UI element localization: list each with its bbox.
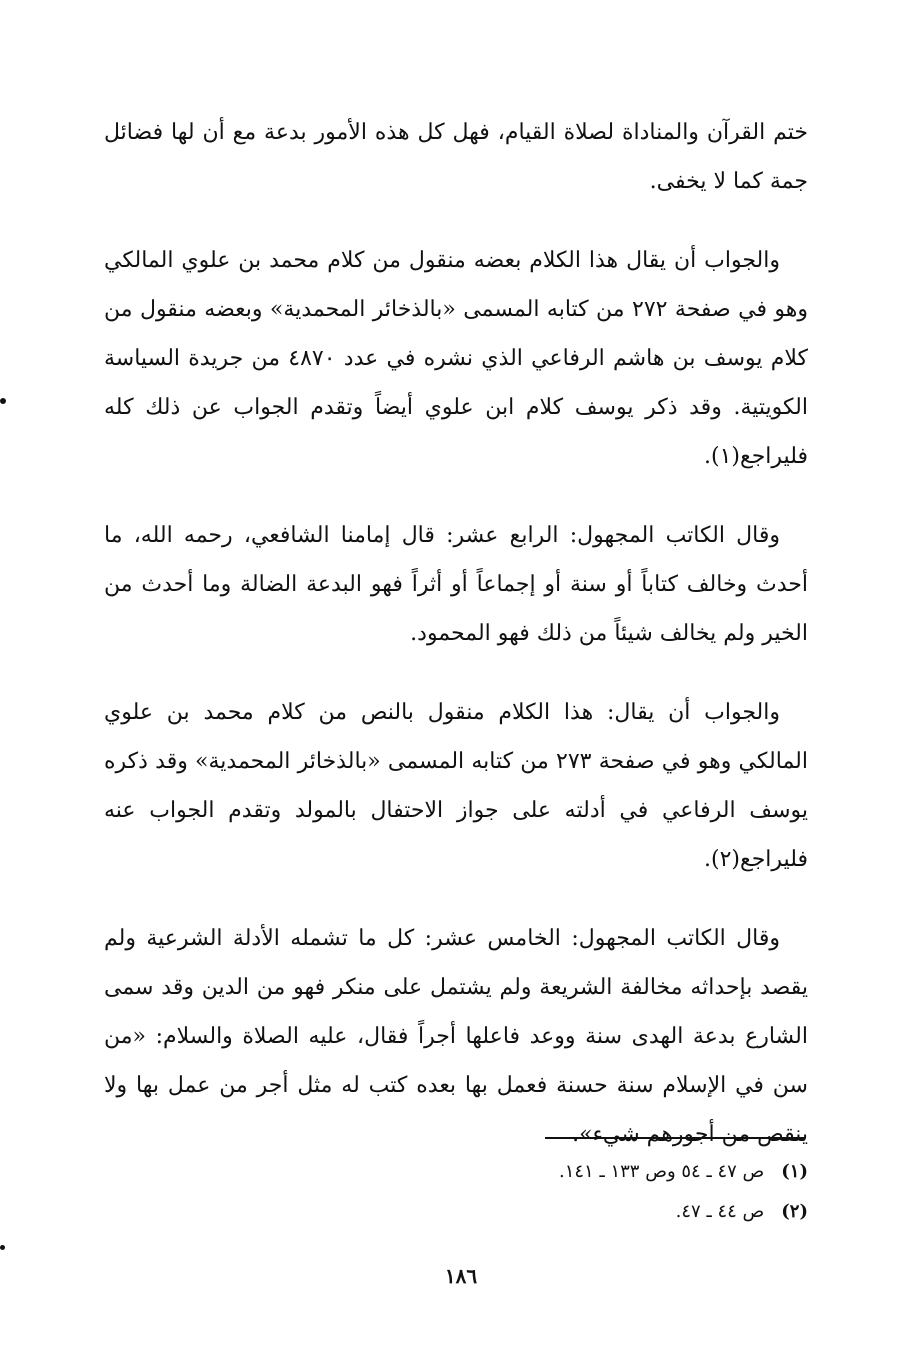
paragraph-2: والجواب أن يقال هذا الكلام بعضه منقول من كلام محمد بن علوي المالكي وهو في صفحة ٢٧٢ من كتابه المسمى «بالذخائر المحمدية» وبعضه منقول من كلام يوسف بن هاشم الرفاعي الذي نشره في عدد ٤٨٧٠ من جريدة السياسة الكويتية. وقد ذكر يوسف كلام ابن علوي أيضاً وتقدم الجواب عن ذلك كله فليراجع(١). [104, 248, 809, 469]
footnote-text: ص ٤٧ ـ ٥٤ وص ١٣٣ ـ ١٤١. [558, 1161, 765, 1182]
page-number: ١٨٦ [444, 1264, 478, 1288]
scan-mark [0, 398, 6, 404]
paragraph-3: وقال الكاتب المجهول: الرابع عشر: قال إمامنا الشافعي، رحمه الله، ما أحدث وخالف كتاباً أو سنة أو إجماعاً أو أثراً فهو البدعة الضالة وما أحدث من الخير ولم يخالف شيئاً من ذلك فهو المحمود. [104, 523, 808, 646]
paragraph-1: ختم القرآن والمناداة لصلاة القيام، فهل كل هذه الأمور بدعة مع أن لها فضائل جمة كما لا يخفى. [104, 120, 808, 194]
paragraph-4: والجواب أن يقال: هذا الكلام منقول بالنص من كلام محمد بن علوي المالكي وهو في صفحة ٢٧٣ من كتابه المسمى «بالذخائر المحمدية» وقد ذكره يوسف الرفاعي في أدلته على جواز الاحتفال بالمولد وتقدم الجواب عنه فليراجع(٢). [104, 700, 808, 872]
footnote-number: (١) [781, 1161, 808, 1182]
footnote-divider [545, 1137, 805, 1139]
footnotes [420, 1152, 808, 1232]
scan-mark [0, 1245, 5, 1250]
paragraph-5: وقال الكاتب المجهول: الخامس عشر: كل ما تشمله الأدلة الشرعية ولم يقصد بإحداثه مخالفة الشريعة ولم يشتمل على منكر فهو من الدين وقد سمى الشارع بدعة الهدى سنة ووعد فاعلها أجراً فقال، عليه الصلاة والسلام: «من سن في الإسلام سنة حسنة فعمل بها بعده كتب له مثل أجر من عمل بها ولا ينقص من أجورهم شيء». [104, 926, 808, 1147]
main-text-block [104, 108, 808, 1159]
footnote-2 [420, 1192, 808, 1232]
footnote-number: (٢) [781, 1201, 808, 1222]
footnote-1 [420, 1152, 808, 1192]
footnote-text: ص ٤٤ ـ ٤٧. [675, 1201, 765, 1222]
